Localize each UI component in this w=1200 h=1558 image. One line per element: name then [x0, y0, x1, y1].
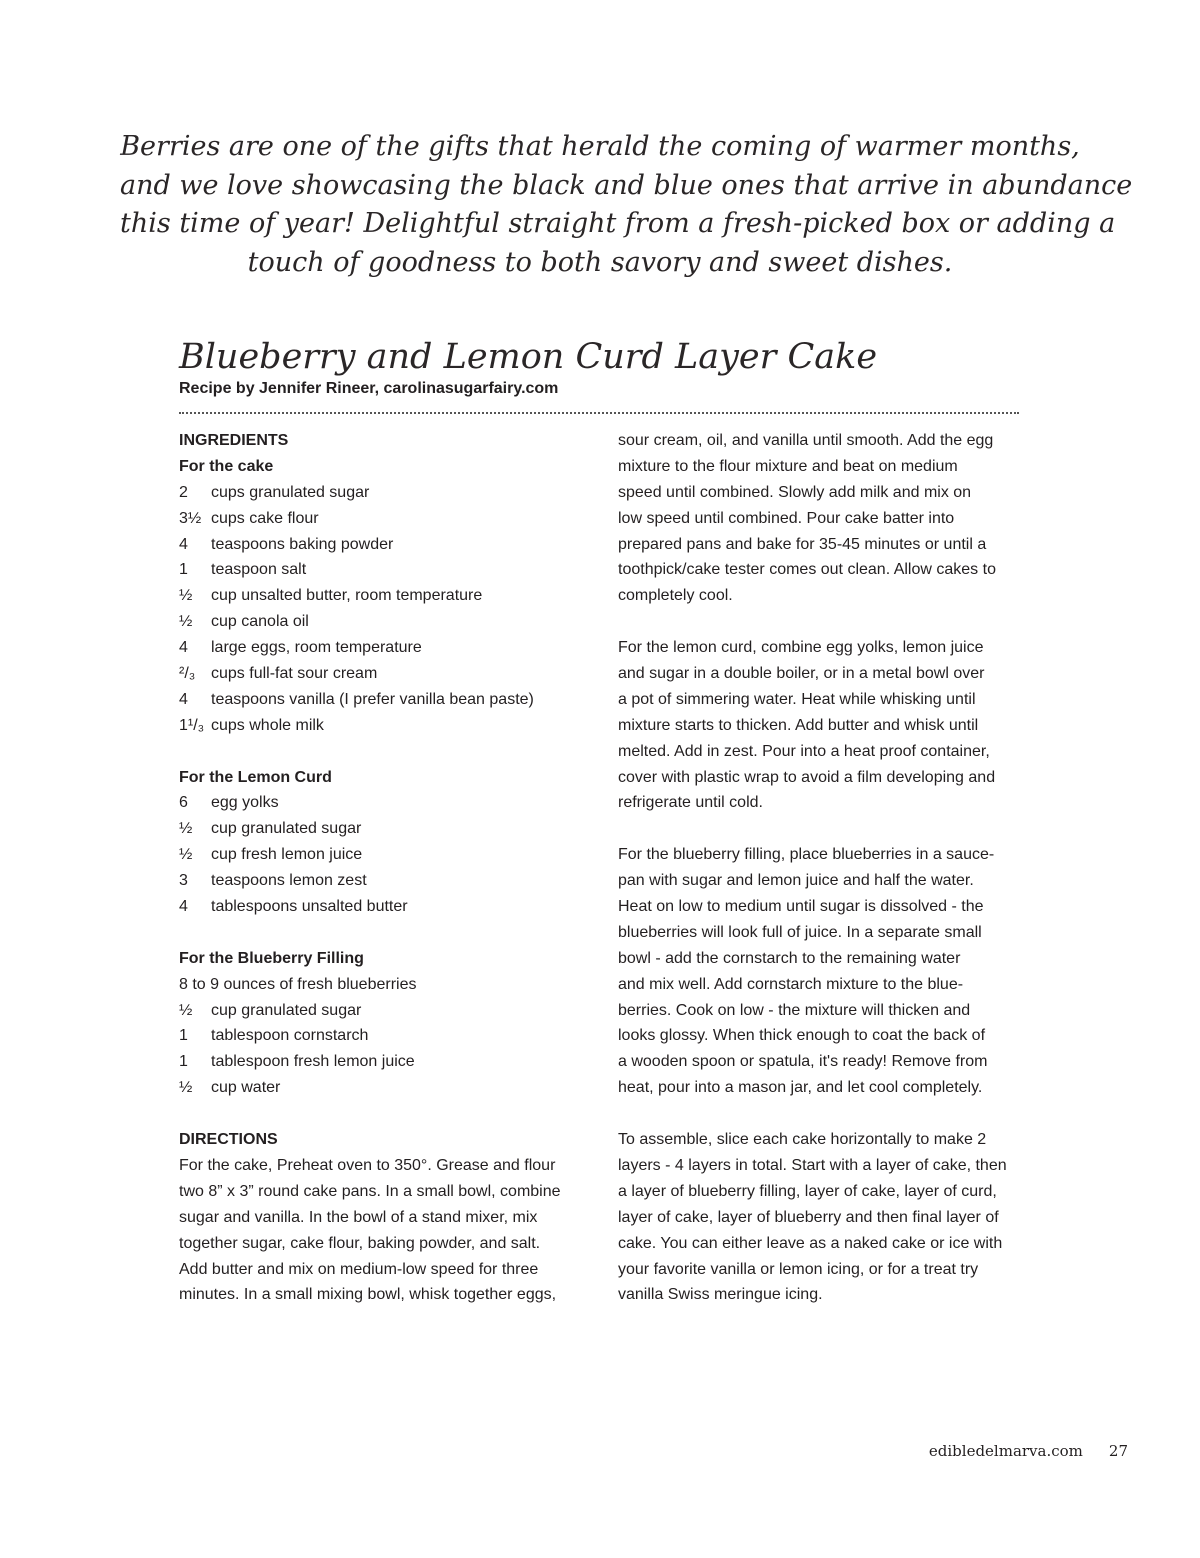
- intro-line: Berries are one of the gifts that herald the coming of warmer months,: [120, 131, 1080, 162]
- ingredient-quantity: 4: [179, 535, 188, 553]
- ingredient-text: cups granulated sugar: [211, 483, 370, 501]
- ingredient-quantity: ½: [179, 613, 193, 631]
- ingredient-quantity: ½: [179, 587, 193, 605]
- directions-line: a pot of simmering water. Heat while whisking until: [618, 690, 976, 708]
- dotted-divider: [179, 412, 1019, 414]
- directions-line: prepared pans and bake for 35-45 minutes or until a: [618, 535, 987, 553]
- directions-line: Heat on low to medium until sugar is dissolved - the: [618, 898, 984, 916]
- directions-line: Add butter and mix on medium-low speed for three: [179, 1260, 539, 1278]
- ingredient-row: [179, 842, 589, 868]
- directions-paragraph: [618, 842, 1028, 1101]
- ingredient-quantity: ½: [179, 1079, 193, 1097]
- ingredient-row: [179, 506, 589, 532]
- directions-line: sugar and vanilla. In the bowl of a stand mixer, mix: [179, 1208, 538, 1226]
- ingredient-quantity: 3: [179, 872, 188, 890]
- filling-subheading: For the Blueberry Filling: [179, 949, 364, 967]
- ingredient-text: cup granulated sugar: [211, 820, 362, 838]
- ingredient-quantity: ½: [179, 846, 193, 864]
- ingredient-quantity: 2: [179, 483, 188, 501]
- directions-line: speed until combined. Slowly add milk and mix on: [618, 483, 972, 501]
- directions-paragraph: [618, 635, 1028, 816]
- ingredient-text: teaspoons baking powder: [211, 535, 394, 553]
- ingredient-quantity: ½: [179, 1001, 193, 1019]
- directions-line: melted. Add in zest. Pour into a heat proof container,: [618, 742, 990, 760]
- ingredient-quantity: 4: [179, 898, 188, 916]
- directions-line: looks glossy. When thick enough to coat the back of: [618, 1027, 986, 1045]
- ingredients-heading: INGREDIENTS: [179, 432, 289, 449]
- directions-line: and sugar in a double boiler, or in a metal bowl over: [618, 665, 985, 683]
- ingredient-text: cups cake flour: [211, 509, 319, 527]
- ingredient-row: [179, 687, 589, 713]
- ingredient-row: [179, 557, 589, 583]
- directions-heading: DIRECTIONS: [179, 1131, 278, 1149]
- directions-line: completely cool.: [618, 587, 733, 605]
- ingredient-row: [179, 609, 589, 635]
- footer-site: edibledelmarva.com: [928, 1442, 1083, 1460]
- spacer: [618, 609, 1028, 635]
- ingredient-text: tablespoon fresh lemon juice: [211, 1053, 415, 1071]
- spacer: [179, 920, 589, 946]
- ingredient-text: cup canola oil: [211, 613, 309, 631]
- right-column: [618, 428, 1028, 1308]
- ingredient-row: [179, 1023, 589, 1049]
- ingredient-row: [179, 713, 589, 739]
- directions-line: For the lemon curd, combine egg yolks, lemon juice: [618, 639, 984, 657]
- directions-line: For the cake, Preheat oven to 350°. Grease and flour: [179, 1156, 556, 1174]
- directions-paragraph: [618, 1127, 1028, 1308]
- curd-ingredient-list: [179, 790, 589, 919]
- ingredient-quantity: 1: [179, 561, 188, 579]
- ingredient-text: cup water: [211, 1079, 281, 1097]
- ingredient-text: egg yolks: [211, 794, 279, 812]
- recipe-title: Blueberry and Lemon Curd Layer Cake: [179, 337, 878, 377]
- ingredient-text: teaspoons lemon zest: [211, 872, 367, 890]
- ingredient-quantity: 1: [179, 1053, 188, 1071]
- ingredient-row: [179, 661, 589, 687]
- filling-ingredient-list: [179, 998, 589, 1102]
- directions-line: layers - 4 layers in total. Start with a layer of cake, then: [618, 1156, 1007, 1174]
- directions-line: vanilla Swiss meringue icing.: [618, 1286, 823, 1304]
- filling-first-line: 8 to 9 ounces of fresh blueberries: [179, 975, 417, 993]
- directions-line: berries. Cook on low - the mixture will thicken and: [618, 1001, 971, 1019]
- directions-line: heat, pour into a mason jar, and let cool completely.: [618, 1079, 983, 1097]
- left-column: [179, 428, 589, 1308]
- recipe-byline: Recipe by Jennifer Rineer, carolinasugarfairy.com: [179, 380, 559, 397]
- directions-line: together sugar, cake flour, baking powder, and salt.: [179, 1234, 541, 1252]
- directions-paragraph: [618, 428, 1028, 609]
- intro-line: and we love showcasing the black and blue ones that arrive in abundance: [120, 169, 1133, 201]
- directions-line: a layer of blueberry filling, layer of cake, layer of curd,: [618, 1182, 997, 1200]
- ingredient-row: [179, 1049, 589, 1075]
- directions-line: blueberries will look full of juice. In a separate small: [618, 923, 982, 941]
- ingredient-text: teaspoon salt: [211, 561, 307, 579]
- ingredient-quantity: ²/₃: [179, 665, 196, 683]
- ingredient-quantity: 1¹/₃: [179, 716, 205, 734]
- ingredient-text: teaspoons vanilla (I prefer vanilla bean paste): [211, 690, 534, 708]
- ingredient-row: [179, 816, 589, 842]
- page-footer: [929, 1440, 1128, 1462]
- ingredient-row: [179, 790, 589, 816]
- ingredient-quantity: 4: [179, 690, 188, 708]
- directions-line: bowl - add the cornstarch to the remaining water: [618, 949, 961, 967]
- directions-line: cake. You can either leave as a naked cake or ice with: [618, 1234, 1003, 1252]
- intro-blurb: [120, 128, 1133, 282]
- ingredient-quantity: 6: [179, 794, 188, 812]
- directions-line: toothpick/cake tester comes out clean. Allow cakes to: [618, 561, 996, 579]
- spacer: [179, 1101, 589, 1127]
- ingredient-row: [179, 868, 589, 894]
- spacer: [618, 816, 1028, 842]
- spacer: [179, 739, 589, 765]
- ingredient-text: cup fresh lemon juice: [211, 846, 363, 864]
- directions-line: For the blueberry filling, place blueberries in a sauce-: [618, 846, 995, 864]
- directions-left-text: [179, 1153, 589, 1308]
- directions-line: a wooden spoon or spatula, it's ready! Remove from: [618, 1053, 988, 1071]
- spacer: [618, 1101, 1028, 1127]
- ingredient-text: cup granulated sugar: [211, 1001, 362, 1019]
- ingredient-row: [179, 894, 589, 920]
- directions-line: two 8” x 3” round cake pans. In a small bowl, combine: [179, 1182, 561, 1200]
- ingredient-quantity: 3½: [179, 509, 202, 527]
- directions-line: low speed until combined. Pour cake batter into: [618, 509, 955, 527]
- cake-ingredient-list: [179, 480, 589, 739]
- directions-line: and mix well. Add cornstarch mixture to the blue-: [618, 975, 964, 993]
- intro-line: this time of year! Delightful straight from a fresh-picked box or adding a: [120, 208, 1116, 239]
- directions-line: sour cream, oil, and vanilla until smooth. Add the egg: [618, 432, 994, 449]
- directions-line: refrigerate until cold.: [618, 794, 763, 812]
- ingredient-row: [179, 532, 589, 558]
- directions-line: your favorite vanilla or lemon icing, or for a treat try: [618, 1260, 979, 1278]
- ingredient-row: [179, 998, 589, 1024]
- directions-line: To assemble, slice each cake horizontally to make 2: [618, 1131, 987, 1149]
- ingredient-quantity: 1: [179, 1027, 188, 1045]
- ingredient-row: [179, 583, 589, 609]
- intro-line: touch of goodness to both savory and sweet dishes.: [247, 246, 953, 278]
- directions-line: mixture to the flour mixture and beat on medium: [618, 457, 958, 475]
- page-number: 27: [1108, 1442, 1128, 1460]
- ingredient-row: [179, 480, 589, 506]
- ingredient-row: [179, 1075, 589, 1101]
- directions-line: layer of cake, layer of blueberry and then final layer of: [618, 1208, 999, 1226]
- directions-line: minutes. In a small mixing bowl, whisk together eggs,: [179, 1286, 557, 1304]
- cake-subheading: For the cake: [179, 457, 274, 475]
- ingredient-text: cups full-fat sour cream: [211, 665, 378, 683]
- ingredient-text: cup unsalted butter, room temperature: [211, 587, 483, 605]
- ingredient-text: large eggs, room temperature: [211, 639, 422, 657]
- directions-line: mixture starts to thicken. Add butter and whisk until: [618, 716, 979, 734]
- ingredient-quantity: 4: [179, 639, 188, 657]
- directions-line: pan with sugar and lemon juice and half the water.: [618, 872, 974, 890]
- ingredient-row: [179, 635, 589, 661]
- ingredient-text: tablespoons unsalted butter: [211, 898, 408, 916]
- curd-subheading: For the Lemon Curd: [179, 768, 332, 786]
- ingredient-text: cups whole milk: [211, 716, 324, 734]
- ingredient-quantity: ½: [179, 820, 193, 838]
- directions-line: cover with plastic wrap to avoid a film developing and: [618, 768, 996, 786]
- ingredient-text: tablespoon cornstarch: [211, 1027, 369, 1045]
